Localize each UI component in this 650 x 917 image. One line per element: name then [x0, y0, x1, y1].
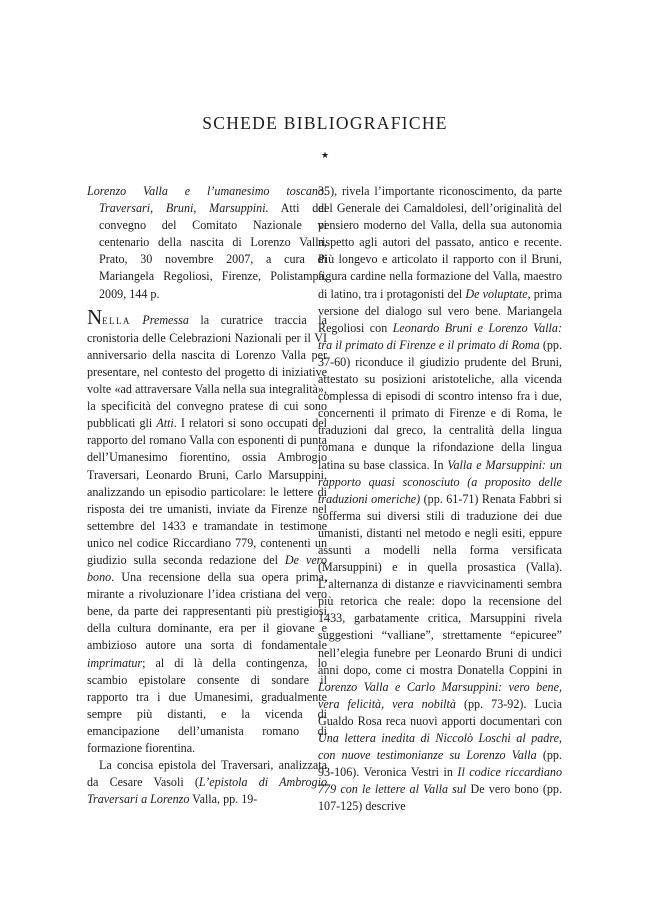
text-run: ; al di là della contingenza, lo scambio epistolare consente di sondare il rapporto tra i due Umanesimi, gradualmente sempre più distanti, e la vicenda di emancipazione dell’umanista romano di formazione fiorentina. [87, 655, 327, 755]
book-details: Atti del convegno del Comitato Nazionale vi centenario della nascita di Lorenzo Valla, Prato, 30 novembre 2007, a cura di Mariangela Regoliosi, Firenze, Polistampa, 2009, 144 p. [99, 201, 327, 301]
text-run: la curatrice traccia la cronistoria delle Celebrazioni Nazionali per il VI anniversario della nascita di Lorenzo Valla per presentare, nel contesto del progetto di iniziative volte «ad attraversare Valla nella sua integralità», la specificità del convegno pratese di cui sono pubblicati gli [87, 312, 328, 431]
page-title: SCHEDE BIBLIOGRAFICHE [202, 113, 448, 133]
italic-run: Il codice riccardiano 779 con le lettere al Valla sul [318, 765, 562, 797]
italic-run: De vero bono [87, 552, 327, 585]
text-run: La concisa epistola del Traversari, analizzata da Cesare Vasoli ( [87, 758, 327, 790]
review-paragraph-2 [87, 757, 327, 808]
text-run: De vero bono (pp. 107-125) descrive [318, 782, 562, 814]
text-run: (pp. 73-92). Lucia Gualdo Rosa reca nuovi apporti documentari con [318, 696, 562, 728]
text-run: (pp. 93-106). Veronica Vestri in [318, 748, 562, 780]
review-paragraph-continued [318, 183, 562, 815]
text-run: (pp. 61-71) Renata Fabbri si sofferma sui diversi stili di traduzione dei due umanisti, distanti nel metodo e negli esiti, eppure assunti a modelli nella forma versificata (Marsuppini) e in quella prosastica (Valla). L’alternanza di distanze e riavvicinamenti sembra più retorica che reale: dopo la recensione del 1433, garbatamente critica, Marsuppini rivela suggestioni “valliane”, strettamente “epicuree” nell’elegia funebre per Leonardo Bruni di undici anni dopo, come ci mostra Donatella Coppini in [318, 491, 562, 677]
italic-run: L’epistola di Ambrogio Traversari a Lorenzo [87, 775, 328, 807]
italic-run: Atti [156, 416, 174, 431]
italic-run: Valla e Marsuppini: un rapporto quasi sconosciuto (a proposito delle traduzioni omeriche) [318, 457, 562, 506]
italic-run: De voluptate [465, 286, 528, 301]
text-run: , prima versione del dialogo sul vero bene. Mariangela Regoliosi con [318, 286, 562, 335]
star-ornament-icon: ★ [320, 151, 330, 161]
drop-cap: N [87, 304, 103, 329]
text-run: Valla, pp. 19- [189, 792, 258, 807]
text-run: (pp. 37-60) riconduce il giudizio prudente del Bruni, attestato su posizioni aristoteliche, alla vicenda complessa di episodi di scontro intenso fra i due, concernenti il primato di Firenze e di Roma, le traduzioni dal greco, la centralità della lingua romana e dunque la rifondazione della lingua latina su base classica. In [318, 337, 562, 472]
italic-run: Una lettera inedita di Niccolò Loschi al padre, con nuove testimonianze su Lorenzo Valla [318, 731, 562, 763]
italic-run: Premessa [142, 312, 189, 327]
bibliographic-reference [87, 183, 327, 303]
left-column [87, 183, 327, 808]
small-caps-word: ELLA [102, 315, 131, 326]
right-column [318, 183, 562, 815]
review-paragraph-1 [87, 304, 328, 757]
book-title: Lorenzo Valla e l’umanesimo toscano. Traversari, Bruni, Marsuppini. [87, 184, 327, 216]
italic-run: imprimatur [87, 655, 143, 670]
text-run: 35), rivela l’importante riconoscimento, da parte del Generale dei Camaldolesi, dell’originalità del pensiero moderno del Valla, della sua autonomia rispetto agli autori del passato, antico e recente. Più longevo e articolato il rapporto con il Bruni, figura cardine nella formazione del Valla, maestro di latino, tra i protagonisti del [318, 184, 562, 301]
text-run [131, 313, 143, 327]
italic-run: Leonardo Bruni e Lorenzo Valla: tra il primato di Firenze e il primato di Roma [318, 320, 562, 352]
text-run: . Una recensione della sua opera prima, mirante a rivoluzionare l’idea cristiana del vero bene, da parte dei rappresentanti più prestigiosi della cultura dominante, era per il giovane e ambizioso autore una sorta di fondamentale [87, 570, 327, 653]
italic-run: Lorenzo Valla e Carlo Marsuppini: vero bene, vera felicità, vera nobiltà [318, 679, 562, 711]
text-run: . I relatori si sono occupati del rapporto del romano Valla con esponenti di punta dell’Umanesimo fiorentino, ossia Ambrogio Traversari, Leonardo Bruni, Carlo Marsuppini, analizzando un episodio particolare: le lettere di risposta dei tre umanisti, inviate da Firenze nel settembre del 1433 e tramandate in testimone unico nel codice Riccardiano 779, contenenti un giudizio sulla seconda redazione del [87, 416, 327, 567]
